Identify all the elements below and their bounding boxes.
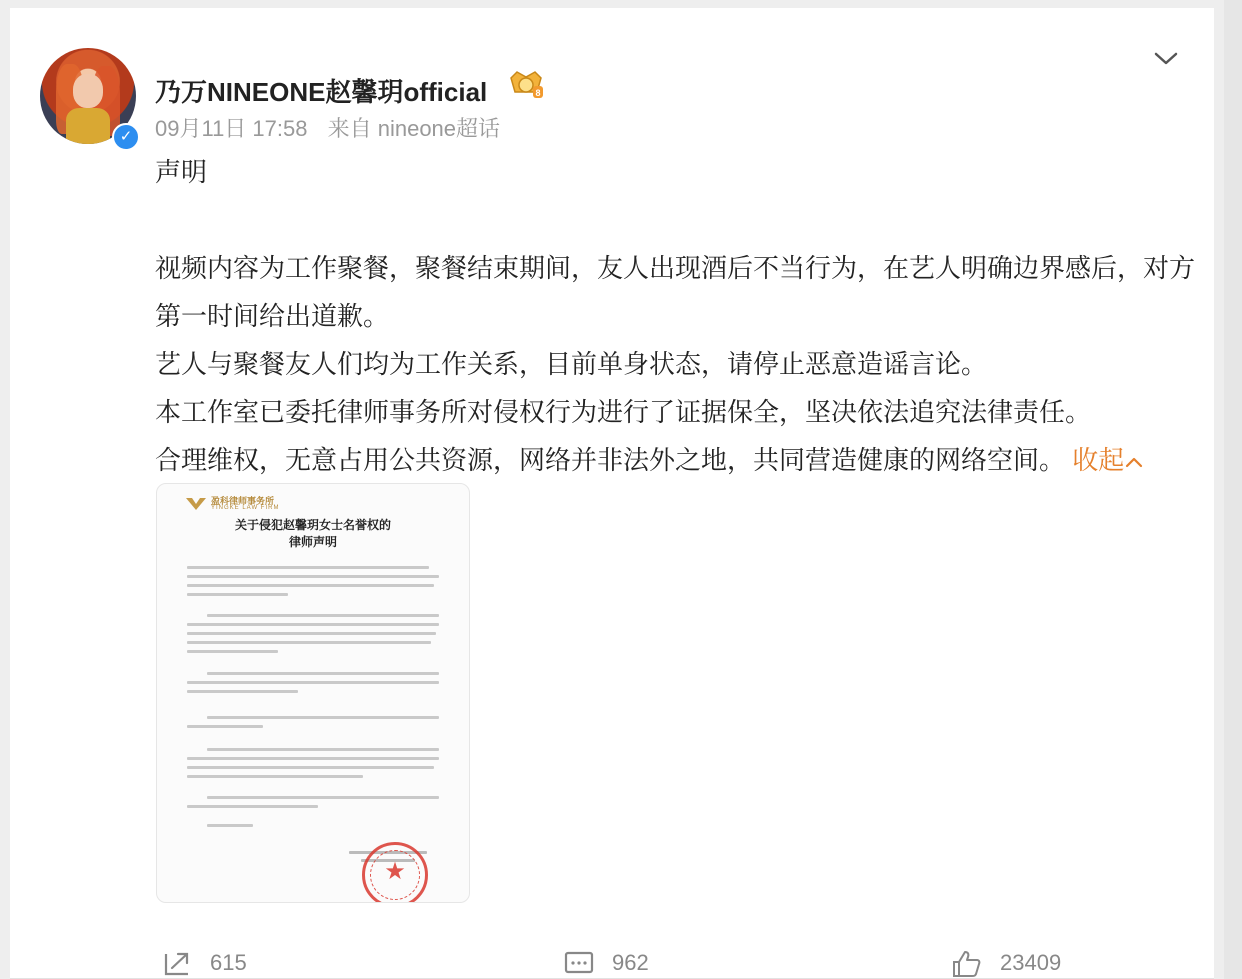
avatar-dress <box>66 108 110 144</box>
post-card <box>10 8 1214 979</box>
comment-button[interactable] <box>562 948 649 978</box>
blank-line <box>155 196 1195 244</box>
document-paragraph <box>187 742 439 784</box>
scrollbar[interactable] <box>1224 0 1242 979</box>
document-paragraph <box>187 790 439 814</box>
chevron-up-icon <box>1124 454 1144 470</box>
firm-name: 盈科律师事务所 <box>211 496 275 506</box>
like-count: 23409 <box>1000 950 1062 975</box>
svg-text:8: 8 <box>535 88 541 98</box>
firm-name-en: YINGKE LAW FIRM <box>211 505 280 511</box>
document-paragraph <box>187 710 439 734</box>
post-paragraph: 合理维权，无意占用公共资源，网络并非法外之地，共同营造健康的网络空间。 <box>155 445 1066 475</box>
firm-logo-icon <box>185 496 207 512</box>
collapse-label: 收起 <box>1072 445 1125 475</box>
post-source[interactable]: 来自 nineone超话 <box>327 116 501 141</box>
author-name[interactable]: 乃万NINEONE赵馨玥official <box>155 77 488 107</box>
comment-icon <box>562 948 596 978</box>
document-paragraph <box>187 666 439 699</box>
thumbs-up-icon <box>950 948 984 978</box>
post-heading: 声明 <box>155 157 208 187</box>
document-subtitle: 律师声明 <box>288 535 337 549</box>
action-bar <box>10 948 1214 979</box>
document-title: 关于侵犯赵馨玥女士名誉权的 <box>234 518 391 532</box>
post-time[interactable]: 09月11日 17:58 <box>155 116 308 141</box>
repost-count: 615 <box>210 950 247 975</box>
official-seal-icon: ★ <box>362 842 428 903</box>
fan-badge-icon[interactable] <box>507 68 545 102</box>
post-paragraph-last <box>155 436 1195 484</box>
document-paragraph <box>187 560 439 602</box>
post-meta <box>155 112 500 143</box>
document-paragraph <box>187 608 439 659</box>
post-paragraph: 艺人与聚餐友人们均为工作关系，目前单身状态，请停止恶意造谣言论。 <box>155 349 988 379</box>
collapse-link[interactable] <box>1072 445 1144 475</box>
repost-icon <box>160 948 194 978</box>
post-paragraph: 视频内容为工作聚餐，聚餐结束期间，友人出现酒后不当行为，在艺人明确边界感后，对方第一时间给出道歉。 <box>155 253 1196 331</box>
avatar-face <box>73 74 103 108</box>
verified-badge-icon: ✓ <box>112 123 140 151</box>
chevron-down-icon[interactable] <box>1151 43 1181 73</box>
post-paragraph: 本工作室已委托律师事务所对侵权行为进行了证据保全，坚决依法追究法律责任。 <box>155 397 1092 427</box>
document-closing <box>187 818 439 833</box>
comment-count: 962 <box>612 950 649 975</box>
repost-button[interactable] <box>160 948 247 978</box>
like-button[interactable] <box>950 948 1061 978</box>
post-body <box>155 148 1195 484</box>
attached-image[interactable] <box>156 483 470 903</box>
